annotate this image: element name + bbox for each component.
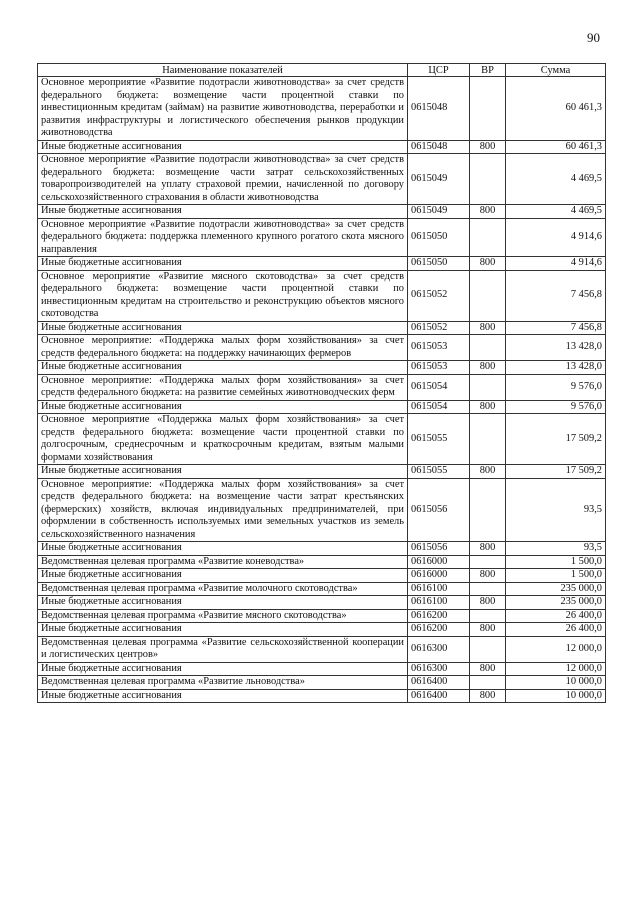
row-sum: 7 456,8 xyxy=(506,270,606,321)
row-vr: 800 xyxy=(470,465,506,479)
table-row xyxy=(38,623,606,637)
row-sum: 4 469,5 xyxy=(506,205,606,219)
row-name: Иные бюджетные ассигнования xyxy=(38,465,408,479)
row-csr: 0616100 xyxy=(408,582,470,596)
budget-table xyxy=(37,63,606,703)
row-vr xyxy=(470,676,506,690)
table-row xyxy=(38,662,606,676)
row-sum: 10 000,0 xyxy=(506,676,606,690)
header-csr: ЦСР xyxy=(408,64,470,77)
table-body xyxy=(38,77,606,703)
table-row xyxy=(38,596,606,610)
row-vr: 800 xyxy=(470,321,506,335)
row-name: Иные бюджетные ассигнования xyxy=(38,569,408,583)
row-vr xyxy=(470,414,506,465)
row-sum: 9 576,0 xyxy=(506,374,606,400)
row-name: Ведомственная целевая программа «Развитие сельскохозяйственной кооперации и логистических центров» xyxy=(38,636,408,662)
row-csr: 0615050 xyxy=(408,257,470,271)
row-name: Ведомственная целевая программа «Развитие молочного скотоводства» xyxy=(38,582,408,596)
row-sum: 12 000,0 xyxy=(506,662,606,676)
row-sum: 235 000,0 xyxy=(506,596,606,610)
row-csr: 0615054 xyxy=(408,374,470,400)
row-sum: 26 400,0 xyxy=(506,623,606,637)
row-sum: 4 914,6 xyxy=(506,218,606,257)
row-vr: 800 xyxy=(470,596,506,610)
row-csr: 0616000 xyxy=(408,569,470,583)
row-csr: 0616200 xyxy=(408,609,470,623)
row-name: Ведомственная целевая программа «Развитие коневодства» xyxy=(38,555,408,569)
row-name: Основное мероприятие «Развитие подотрасли животноводства» за счет средств федерального бюджета: возмещение части затрат сельскохозяйственных товаропроизводителей на уплату страховой премии, начисленной по договору сельскохозяйственного страхования в области животноводства xyxy=(38,154,408,205)
row-vr: 800 xyxy=(470,361,506,375)
header-name: Наименование показателей xyxy=(38,64,408,77)
row-name: Иные бюджетные ассигнования xyxy=(38,361,408,375)
row-sum: 1 500,0 xyxy=(506,555,606,569)
row-vr: 800 xyxy=(470,689,506,703)
row-sum: 13 428,0 xyxy=(506,335,606,361)
row-csr: 0616400 xyxy=(408,676,470,690)
row-csr: 0615049 xyxy=(408,154,470,205)
row-vr: 800 xyxy=(470,542,506,556)
table-row xyxy=(38,218,606,257)
row-name: Основное мероприятие: «Поддержка малых форм хозяйствования» за счет средств федерального бюджета: на возмещение части затрат крестьянских (фермерских) хозяйств, включая индивидуальных предпринимателей, при оформлении в собственность используемых ими земельных участков из земель сельскохозяйственного назначения xyxy=(38,478,408,542)
row-sum: 17 509,2 xyxy=(506,414,606,465)
row-vr xyxy=(470,555,506,569)
row-vr xyxy=(470,636,506,662)
table-row xyxy=(38,414,606,465)
row-vr: 800 xyxy=(470,257,506,271)
table-row xyxy=(38,321,606,335)
table-row xyxy=(38,361,606,375)
row-name: Иные бюджетные ассигнования xyxy=(38,257,408,271)
row-name: Иные бюджетные ассигнования xyxy=(38,662,408,676)
row-name: Иные бюджетные ассигнования xyxy=(38,596,408,610)
row-vr xyxy=(470,335,506,361)
row-csr: 0616200 xyxy=(408,623,470,637)
row-name: Основное мероприятие «Развитие мясного скотоводства» за счет средств федерального бюджета: возмещение части процентной ставки по инвестиционным кредитам на строительство и реконструкцию объектов мясного скотоводства xyxy=(38,270,408,321)
row-csr: 0615056 xyxy=(408,478,470,542)
row-csr: 0615053 xyxy=(408,335,470,361)
table-row xyxy=(38,465,606,479)
row-vr xyxy=(470,218,506,257)
table-row xyxy=(38,689,606,703)
row-csr: 0615052 xyxy=(408,270,470,321)
row-vr: 800 xyxy=(470,205,506,219)
row-name: Ведомственная целевая программа «Развитие льноводства» xyxy=(38,676,408,690)
row-vr xyxy=(470,609,506,623)
row-csr: 0615056 xyxy=(408,542,470,556)
row-sum: 10 000,0 xyxy=(506,689,606,703)
table-header-row xyxy=(38,64,606,77)
row-sum: 9 576,0 xyxy=(506,400,606,414)
table-row xyxy=(38,542,606,556)
row-csr: 0615055 xyxy=(408,414,470,465)
row-sum: 93,5 xyxy=(506,478,606,542)
row-vr: 800 xyxy=(470,140,506,154)
row-csr: 0615049 xyxy=(408,205,470,219)
row-name: Основное мероприятие «Развитие подотрасли животноводства» за счет средств федерального бюджета: возмещение части процентной ставки по инвестиционным кредитам (займам) на развитие животноводства, переработки и развития инфраструктуры и логистического обеспечения рынков продукции животноводства xyxy=(38,77,408,141)
row-sum: 93,5 xyxy=(506,542,606,556)
row-sum: 4 914,6 xyxy=(506,257,606,271)
row-vr: 800 xyxy=(470,400,506,414)
row-csr: 0615054 xyxy=(408,400,470,414)
row-name: Ведомственная целевая программа «Развитие мясного скотоводства» xyxy=(38,609,408,623)
row-name: Иные бюджетные ассигнования xyxy=(38,542,408,556)
table-row xyxy=(38,582,606,596)
row-vr: 800 xyxy=(470,569,506,583)
row-sum: 26 400,0 xyxy=(506,609,606,623)
row-name: Иные бюджетные ассигнования xyxy=(38,689,408,703)
row-csr: 0615048 xyxy=(408,140,470,154)
row-csr: 0616100 xyxy=(408,596,470,610)
row-name: Основное мероприятие: «Поддержка малых форм хозяйствования» за счет средств федерального бюджета: на развитие семейных животноводческих ферм xyxy=(38,374,408,400)
row-name: Основное мероприятие: «Поддержка малых форм хозяйствования» за счет средств федерального бюджета: на поддержку начинающих фермеров xyxy=(38,335,408,361)
table-row xyxy=(38,140,606,154)
row-vr xyxy=(470,374,506,400)
table-row xyxy=(38,400,606,414)
row-vr xyxy=(470,478,506,542)
row-sum: 1 500,0 xyxy=(506,569,606,583)
row-vr xyxy=(470,77,506,141)
table-row xyxy=(38,77,606,141)
row-sum: 7 456,8 xyxy=(506,321,606,335)
row-csr: 0615050 xyxy=(408,218,470,257)
row-name: Основное мероприятие «Поддержка малых форм хозяйствования» за счет средств федерального бюджета: возмещение части процентной ставки по долгосрочным, среднесрочным и краткосрочным кредитам, взятым малыми формами хозяйствования xyxy=(38,414,408,465)
table-row xyxy=(38,555,606,569)
page-number: 90 xyxy=(587,30,600,45)
row-csr: 0616400 xyxy=(408,689,470,703)
row-sum: 13 428,0 xyxy=(506,361,606,375)
row-name: Иные бюджетные ассигнования xyxy=(38,321,408,335)
row-name: Иные бюджетные ассигнования xyxy=(38,205,408,219)
table-row xyxy=(38,205,606,219)
table-row xyxy=(38,335,606,361)
row-sum: 235 000,0 xyxy=(506,582,606,596)
row-csr: 0615053 xyxy=(408,361,470,375)
table-row xyxy=(38,270,606,321)
table-row xyxy=(38,478,606,542)
row-sum: 60 461,3 xyxy=(506,140,606,154)
table-row xyxy=(38,636,606,662)
row-vr xyxy=(470,582,506,596)
table-row xyxy=(38,374,606,400)
row-name: Иные бюджетные ассигнования xyxy=(38,623,408,637)
row-name: Основное мероприятие «Развитие подотрасли животноводства» за счет средств федерального бюджета: поддержка племенного крупного рогатого скота мясного направления xyxy=(38,218,408,257)
row-sum: 12 000,0 xyxy=(506,636,606,662)
row-name: Иные бюджетные ассигнования xyxy=(38,140,408,154)
table-row xyxy=(38,154,606,205)
header-sum: Сумма xyxy=(506,64,606,77)
header-vr: ВР xyxy=(470,64,506,77)
table-row xyxy=(38,676,606,690)
row-csr: 0615048 xyxy=(408,77,470,141)
row-sum: 17 509,2 xyxy=(506,465,606,479)
row-vr xyxy=(470,154,506,205)
row-vr xyxy=(470,270,506,321)
row-csr: 0615055 xyxy=(408,465,470,479)
row-sum: 60 461,3 xyxy=(506,77,606,141)
row-csr: 0616300 xyxy=(408,636,470,662)
row-vr: 800 xyxy=(470,662,506,676)
row-sum: 4 469,5 xyxy=(506,154,606,205)
table-row xyxy=(38,257,606,271)
row-csr: 0616000 xyxy=(408,555,470,569)
row-csr: 0615052 xyxy=(408,321,470,335)
table-row xyxy=(38,609,606,623)
table-row xyxy=(38,569,606,583)
row-name: Иные бюджетные ассигнования xyxy=(38,400,408,414)
row-csr: 0616300 xyxy=(408,662,470,676)
row-vr: 800 xyxy=(470,623,506,637)
